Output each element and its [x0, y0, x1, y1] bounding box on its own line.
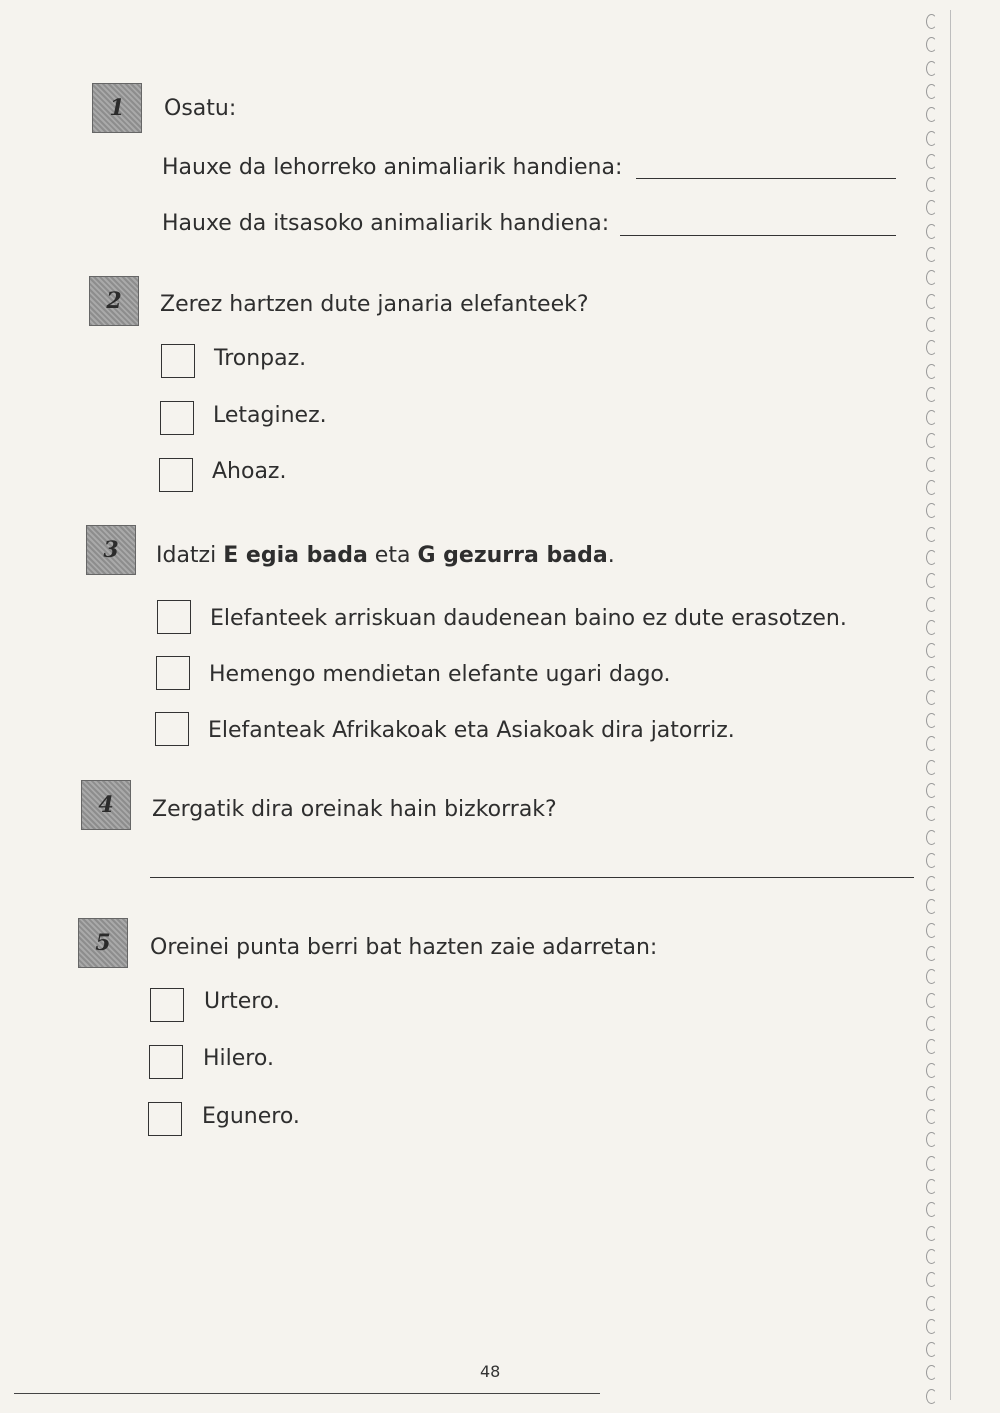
- binding-ring-icon: [926, 1063, 937, 1078]
- binding-ring-icon: [926, 410, 937, 425]
- question-1-line-1: Hauxe da lehorreko animaliarik handiena:: [162, 155, 623, 180]
- binding-ring-icon: [926, 1016, 937, 1031]
- page-number: 48: [480, 1362, 501, 1381]
- binding-ring-icon: [926, 14, 937, 29]
- question-2-text: Zerez hartzen dute janaria elefanteek?: [160, 292, 589, 317]
- binding-ring-icon: [926, 597, 937, 612]
- checkbox-egunero[interactable]: [148, 1102, 182, 1136]
- binding-ring-icon: [926, 853, 937, 868]
- question-1-number: 1: [92, 83, 142, 133]
- binding-ring-icon: [926, 690, 937, 705]
- binding-ring-icon: [926, 84, 937, 99]
- question-5-text: Oreinei punta berri bat hazten zaie adarretan:: [150, 935, 658, 960]
- statement-3: Elefanteak Afrikakoak eta Asiakoak dira jatorriz.: [208, 718, 735, 743]
- checkbox-hilero[interactable]: [149, 1045, 183, 1079]
- question-1-line-2: Hauxe da itsasoko animaliarik handiena:: [162, 211, 610, 236]
- binding-ring-icon: [926, 1296, 937, 1311]
- question-3-text-part-1: Idatzi: [156, 543, 224, 568]
- checkbox-urtero[interactable]: [150, 988, 184, 1022]
- binding-ring-icon: [926, 1109, 937, 1124]
- binding-ring-icon: [926, 364, 937, 379]
- question-3-text-true-label: E egia bada: [223, 543, 368, 568]
- question-3-text-part-5: .: [607, 543, 615, 568]
- binding-ring-icon: [926, 457, 937, 472]
- binding-ring-icon: [926, 643, 937, 658]
- option-tronpaz: Tronpaz.: [214, 346, 307, 371]
- binding-ring-icon: [926, 294, 937, 309]
- binding-ring-icon: [926, 177, 937, 192]
- binding-ring-icon: [926, 993, 937, 1008]
- spiral-binding: [918, 6, 952, 1406]
- binding-ring-icon: [926, 736, 937, 751]
- answer-line-2[interactable]: [620, 235, 896, 236]
- statement-1: Elefanteek arriskuan daudenean baino ez dute erasotzen.: [210, 606, 847, 631]
- binding-ring-icon: [926, 923, 937, 938]
- binding-ring-icon: [926, 270, 937, 285]
- question-3-number: 3: [86, 525, 136, 575]
- binding-ring-icon: [926, 830, 937, 845]
- binding-ring-icon: [926, 503, 937, 518]
- binding-ring-icon: [926, 247, 937, 262]
- binding-ring-icon: [926, 61, 937, 76]
- binding-ring-icon: [926, 1156, 937, 1171]
- answer-line-q4[interactable]: [150, 877, 914, 878]
- binding-ring-icon: [926, 1086, 937, 1101]
- option-urtero: Urtero.: [204, 989, 280, 1014]
- binding-ring-icon: [926, 550, 937, 565]
- binding-ring-icon: [926, 1319, 937, 1334]
- option-ahoaz: Ahoaz.: [212, 459, 287, 484]
- binding-ring-icon: [926, 899, 937, 914]
- question-3-text-part-3: eta: [367, 543, 418, 568]
- binding-ring-icon: [926, 1342, 937, 1357]
- question-5-number: 5: [78, 918, 128, 968]
- binding-ring-icon: [926, 387, 937, 402]
- binding-ring-icon: [926, 107, 937, 122]
- bottom-rule: [14, 1393, 600, 1394]
- binding-ring-icon: [926, 1389, 937, 1404]
- option-egunero: Egunero.: [202, 1104, 300, 1129]
- binding-ring-icon: [926, 1132, 937, 1147]
- binding-ring-icon: [926, 573, 937, 588]
- binding-ring-icon: [926, 1202, 937, 1217]
- binding-ring-icon: [926, 527, 937, 542]
- checkbox-letaginez[interactable]: [160, 401, 194, 435]
- question-4-text: Zergatik dira oreinak hain bizkorrak?: [152, 797, 557, 822]
- binding-ring-icon: [926, 433, 937, 448]
- binding-ring-icon: [926, 154, 937, 169]
- binding-ring-icon: [926, 1272, 937, 1287]
- option-hilero: Hilero.: [203, 1046, 274, 1071]
- question-1-title: Osatu:: [164, 96, 237, 121]
- binding-ring-icon: [926, 131, 937, 146]
- binding-ring-icon: [926, 1249, 937, 1264]
- option-letaginez: Letaginez.: [213, 403, 327, 428]
- checkbox-statement-2[interactable]: [156, 656, 190, 690]
- binding-ring-icon: [926, 480, 937, 495]
- binding-ring-icon: [926, 1365, 937, 1380]
- checkbox-statement-1[interactable]: [157, 600, 191, 634]
- binding-ring-icon: [926, 969, 937, 984]
- binding-ring-icon: [926, 317, 937, 332]
- statement-2: Hemengo mendietan elefante ugari dago.: [209, 662, 671, 687]
- binding-ring-icon: [926, 340, 937, 355]
- binding-ring-icon: [926, 37, 937, 52]
- binding-ring-icon: [926, 666, 937, 681]
- checkbox-ahoaz[interactable]: [159, 458, 193, 492]
- binding-ring-icon: [926, 224, 937, 239]
- binding-ring-icon: [926, 620, 937, 635]
- binding-ring-icon: [926, 946, 937, 961]
- binding-ring-icon: [926, 713, 937, 728]
- checkbox-tronpaz[interactable]: [161, 344, 195, 378]
- binding-ring-icon: [926, 806, 937, 821]
- binding-ring-icon: [926, 1226, 937, 1241]
- binding-ring-icon: [926, 876, 937, 891]
- answer-line-1[interactable]: [636, 178, 896, 179]
- binding-ring-icon: [926, 1179, 937, 1194]
- question-4-number: 4: [81, 780, 131, 830]
- checkbox-statement-3[interactable]: [155, 712, 189, 746]
- binding-ring-icon: [926, 1039, 937, 1054]
- binding-ring-icon: [926, 200, 937, 215]
- binding-ring-icon: [926, 783, 937, 798]
- question-3-text: [156, 543, 615, 568]
- question-3-text-false-label: G gezurra bada: [417, 543, 608, 568]
- question-2-number: 2: [89, 276, 139, 326]
- binding-ring-icon: [926, 760, 937, 775]
